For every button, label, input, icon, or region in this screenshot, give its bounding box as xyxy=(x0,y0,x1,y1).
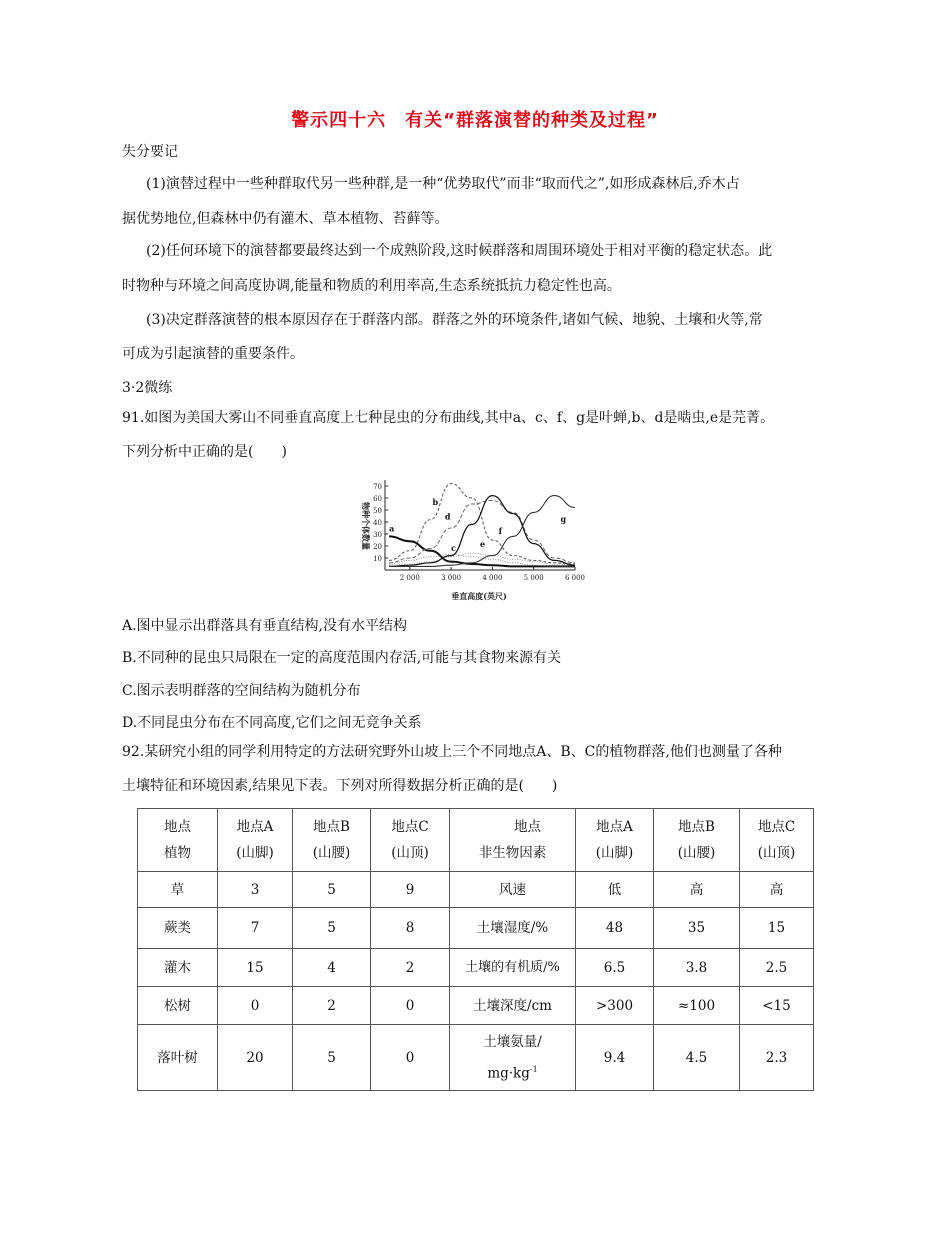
table-row xyxy=(138,1025,814,1091)
paragraph-2-line-1: (2)任何环境下的演替都要最终达到一个成熟阶段,这时候群落和周围环境处于相对平衡的稳定状态。此 xyxy=(146,243,773,259)
series-label-b: b xyxy=(432,497,439,508)
table-cell: 3.8 xyxy=(654,949,740,987)
question-92-line-1: 92.某研究小组的同学利用特定的方法研究野外山坡上三个不同地点A、B、C的植物群落,他们也测量了各种 xyxy=(122,744,782,760)
x-tick-label: 5 000 xyxy=(523,574,544,582)
table-row xyxy=(138,987,814,1025)
header-cell: 地点C (山顶) xyxy=(740,809,814,872)
table-cell: 0 xyxy=(371,987,450,1025)
header-cell: 地点C (山顶) xyxy=(371,809,450,872)
table-cell: <15 xyxy=(740,987,814,1025)
data-table xyxy=(137,808,814,1091)
factor-line-2: $mg\cdot kg^{-1}$ xyxy=(487,1064,538,1082)
table-cell: 5 xyxy=(293,1025,371,1091)
question-91-line-1: 91.如图为美国大雾山不同垂直高度上七种昆虫的分布曲线,其中a、c、f、g是叶蝉,b、d是啮虫,e是芫菁。 xyxy=(122,410,775,426)
option-c: C.图示表明群落的空间结构为随机分布 xyxy=(122,683,361,699)
series-label-a: a xyxy=(389,523,395,534)
header-cell: 地点B (山腰) xyxy=(293,809,371,872)
table-cell: 松树 xyxy=(138,987,218,1025)
series-label-e: e xyxy=(480,539,486,550)
option-b: B.不同种的昆虫只局限在一定的高度范围内存活,可能与其食物来源有关 xyxy=(122,650,562,666)
table-cell: 2 xyxy=(293,987,371,1025)
header-cell: 地点 植物 xyxy=(138,809,218,872)
table-cell: 2 xyxy=(371,949,450,987)
paragraph-1-line-1: (1)演替过程中一些种群取代另一些种群,是一种“优势取代”而非“取而代之”,如形成森林后,乔木占 xyxy=(146,176,740,192)
paragraph-1-line-2: 据优势地位,但森林中仍有灌木、草本植物、苔藓等。 xyxy=(122,211,449,227)
table-cell: 低 xyxy=(576,872,654,908)
header-cell: 地点B (山腰) xyxy=(654,809,740,872)
option-a: A.图中显示出群落具有垂直结构,没有水平结构 xyxy=(122,618,408,634)
table-row xyxy=(138,908,814,949)
section-heading-key-points: 失分要记 xyxy=(122,144,178,160)
y-tick-label: 50 xyxy=(373,507,382,515)
page-title: 警示四十六 有关“群落演替的种类及过程” xyxy=(291,110,659,131)
y-axis-label: 物种个体数量 xyxy=(361,502,371,550)
table-cell: 9 xyxy=(371,872,450,908)
table-cell: 8 xyxy=(371,908,450,949)
table-cell: 7 xyxy=(218,908,293,949)
header-cell: 地点A (山脚) xyxy=(576,809,654,872)
y-tick-label: 60 xyxy=(373,495,382,503)
table-cell: 4 xyxy=(293,949,371,987)
table-header-row xyxy=(138,809,814,872)
table-cell: 草 xyxy=(138,872,218,908)
table-row xyxy=(138,949,814,987)
table-cell: 土壤深度/cm xyxy=(450,987,576,1025)
series-label-g: g xyxy=(560,514,567,524)
paragraph-2-line-2: 时物种与环境之间高度协调,能量和物质的利用率高,生态系统抵抗力稳定性也高。 xyxy=(122,278,621,294)
y-tick-label: 20 xyxy=(373,543,382,551)
table-cell: 9.4 xyxy=(576,1025,654,1091)
header-cell: 地点 非生物因素 xyxy=(450,809,576,872)
table-cell: 5 xyxy=(293,908,371,949)
table-cell: ≈100 xyxy=(654,987,740,1025)
table-cell: 35 xyxy=(654,908,740,949)
paragraph-3-line-2: 可成为引起演替的重要条件。 xyxy=(122,346,304,362)
chart-svg xyxy=(357,472,593,606)
series-label-d: d xyxy=(444,511,451,522)
insect-distribution-chart xyxy=(357,472,593,606)
section-heading-practice: 3·2微练 xyxy=(122,380,173,396)
x-axis-label: 垂直高度(英尺) xyxy=(451,591,507,601)
table-cell: 灌木 xyxy=(138,949,218,987)
table-cell: 高 xyxy=(740,872,814,908)
table-row xyxy=(138,872,814,908)
table-cell: 土壤的有机质/% xyxy=(450,949,576,987)
table-cell: 15 xyxy=(740,908,814,949)
table-cell: 蕨类 xyxy=(138,908,218,949)
table-cell: 2.5 xyxy=(740,949,814,987)
table-cell: 0 xyxy=(218,987,293,1025)
series-label-f: f xyxy=(498,526,503,536)
option-d: D.不同昆虫分布在不同高度,它们之间无竞争关系 xyxy=(122,715,422,731)
table-cell: 15 xyxy=(218,949,293,987)
table-cell: 落叶树 xyxy=(138,1025,218,1091)
paragraph-3-line-1: (3)决定群落演替的根本原因存在于群落内部。群落之外的环境条件,诸如气候、地貌、土壤和火等,常 xyxy=(146,312,763,328)
x-tick-label: 3 000 xyxy=(441,574,462,582)
y-tick-label: 70 xyxy=(373,483,382,491)
table-cell: 土壤湿度/% xyxy=(450,908,576,949)
table-cell: 3 xyxy=(218,872,293,908)
y-tick-label: 10 xyxy=(373,555,382,563)
factor-line-1: 土壤氨量/ xyxy=(483,1033,542,1050)
table-cell: 48 xyxy=(576,908,654,949)
table-cell: 2.3 xyxy=(740,1025,814,1091)
table-cell: 0 xyxy=(371,1025,450,1091)
question-92-line-2: 土壤特征和环境因素,结果见下表。下列对所得数据分析正确的是( ) xyxy=(122,778,558,794)
series-line-b xyxy=(389,484,575,564)
table-cell: 5 xyxy=(293,872,371,908)
series-line-f xyxy=(389,496,575,567)
y-tick-label: 40 xyxy=(373,519,382,527)
table-cell: 20 xyxy=(218,1025,293,1091)
table-cell xyxy=(450,1025,576,1091)
x-tick-label: 6 000 xyxy=(564,574,586,582)
question-91-line-2: 下列分析中正确的是( ) xyxy=(122,444,287,460)
table-cell: 风速 xyxy=(450,872,576,908)
header-cell: 地点A (山脚) xyxy=(218,809,293,872)
table-cell: 6.5 xyxy=(576,949,654,987)
x-tick-label: 4 000 xyxy=(482,574,503,582)
y-tick-label: 30 xyxy=(373,531,382,539)
table-cell: 4.5 xyxy=(654,1025,740,1091)
table-cell: 高 xyxy=(654,872,740,908)
x-tick-label: 2 000 xyxy=(399,574,420,582)
series-label-c: c xyxy=(451,542,456,553)
table-cell: >300 xyxy=(576,987,654,1025)
